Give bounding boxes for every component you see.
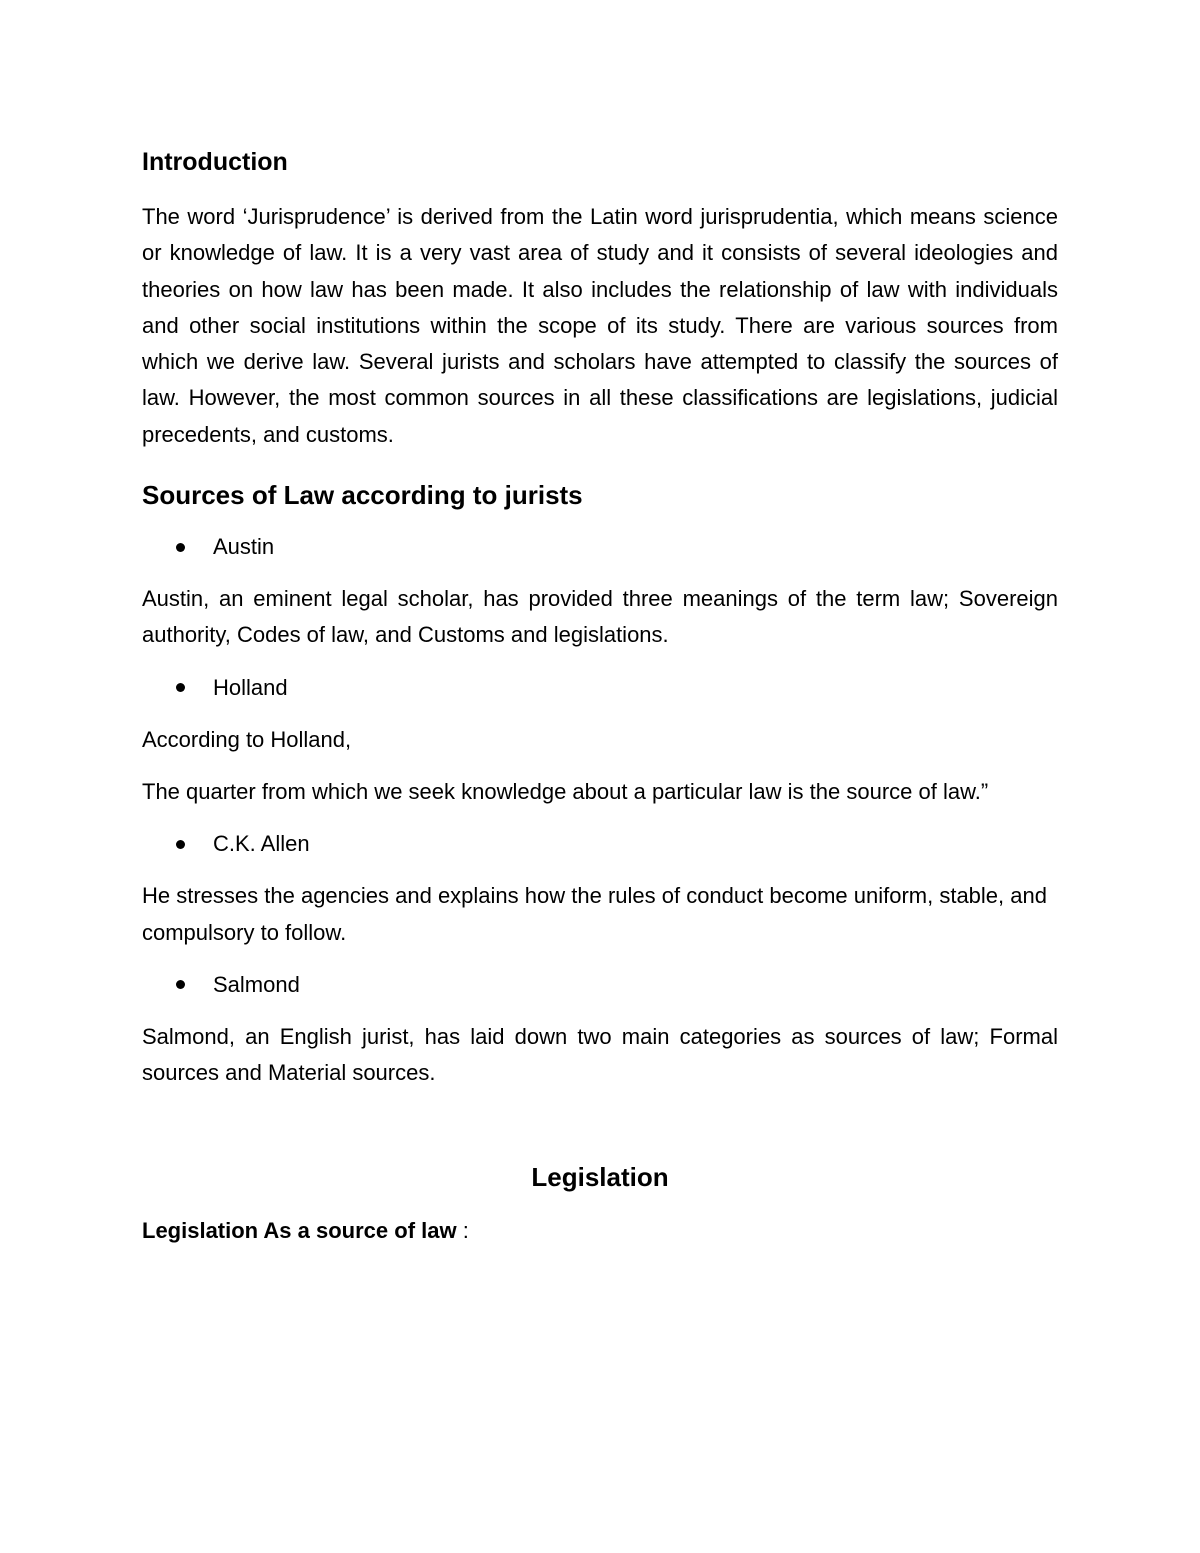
bullet-icon (176, 840, 185, 849)
bullet-icon (176, 543, 185, 552)
introduction-heading: Introduction (142, 148, 288, 176)
bullet-austin (142, 529, 1058, 565)
holland-intro: According to Holland, (142, 726, 352, 752)
legislation-subheading-label: Legislation As a source of law (142, 1218, 457, 1244)
bullet-label: Holland (213, 674, 288, 700)
bullet-salmond (142, 967, 1058, 1003)
bullet-label: C.K. Allen (213, 831, 310, 857)
bullet-icon (176, 980, 185, 989)
legislation-subheading (142, 1213, 1058, 1249)
introduction-paragraph: The word ‘Jurisprudence’ is derived from the Latin word jurisprudentia, which means science or knowledge of law. It is a very vast area of study and it consists of several ideologies and theories on how law has been made. It also includes the relationship of law with individuals and other social institutions within the scope of its study. There are various sources from which we derive law. Several jurists and scholars have attempted to classify the sources of law. However, the most common sources in all these classifications are legislations, judicial precedents, and customs. (142, 204, 1058, 447)
bullet-label: Austin (213, 534, 275, 560)
legislation-subheading-colon: : (456, 1218, 469, 1244)
bullet-ck-allen (142, 826, 1058, 862)
document-body (142, 140, 1058, 1249)
salmond-paragraph: Salmond, an English jurist, has laid down two main categories as sources of law; Formal sources and Material sources. (142, 1023, 1058, 1086)
ck-allen-paragraph: He stresses the agencies and explains how the rules of conduct become uniform, stable, and compulsory to follow. (142, 883, 1047, 945)
bullet-label: Salmond (213, 971, 300, 997)
bullet-holland (142, 670, 1058, 706)
sources-heading: Sources of Law according to jurists (142, 480, 583, 511)
legislation-heading: Legislation (531, 1162, 669, 1193)
bullet-icon (176, 683, 185, 692)
holland-quote: The quarter from which we seek knowledge about a particular law is the source of law.” (142, 778, 989, 804)
austin-paragraph: Austin, an eminent legal scholar, has provided three meanings of the term law; Sovereign authority, Codes of law, and Customs and legislations. (142, 586, 1058, 648)
